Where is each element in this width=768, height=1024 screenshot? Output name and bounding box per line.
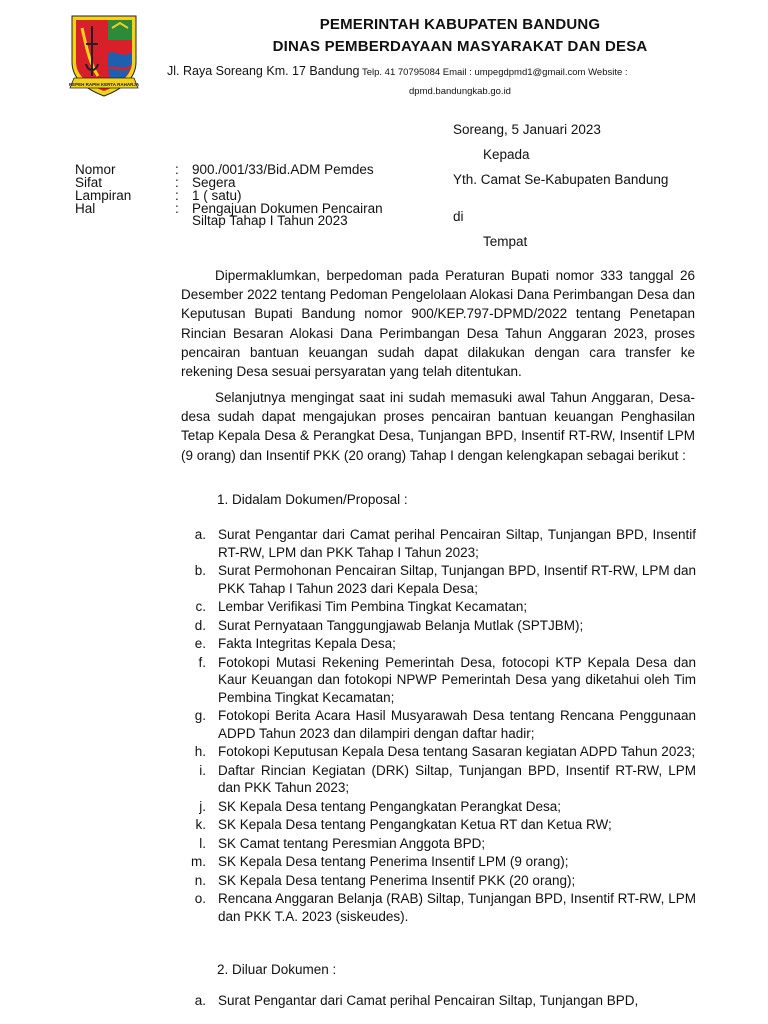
meta-value: 900./001/33/Bid.ADM Pemdes xyxy=(192,162,374,177)
letterhead-address: Jl. Raya Soreang Km. 17 Bandung xyxy=(167,64,360,78)
list-item: g. Fotokopi Berita Acara Hasil Musyarawah Desa tentang Rencana Penggunaan ADPD Tahun 2023 dan dilampiri dengan daftar hadir; xyxy=(194,708,696,741)
meta-value: Siltap Tahap I Tahun 2023 xyxy=(192,213,348,228)
list-item: j. SK Kepala Desa tentang Pengangkatan Perangkat Desa; xyxy=(199,798,561,814)
list-item: a. Surat Pengantar dari Camat perihal Pencairan Siltap, Tunjangan BPD, Insentif RT-RW, LPM dan PKK Tahap I Tahun 2023; xyxy=(194,527,696,560)
section-2-heading: 2. Diluar Dokumen : xyxy=(217,962,337,977)
meta-label: Hal xyxy=(75,201,96,216)
letterhead-contact: Telp. 41 70795084 Email : umpegdpmd1@gmail.com Website : xyxy=(359,67,628,78)
list-item: l. SK Camat tentang Peresmian Anggota BPD; xyxy=(199,835,486,851)
recipient-di: di xyxy=(453,209,464,224)
letterhead-website: dpmd.bandungkab.go.id xyxy=(409,86,511,97)
recipient-name: Yth. Camat Se-Kabupaten Bandung xyxy=(453,172,669,187)
meta-colon: : xyxy=(175,188,179,203)
list-item: h. Fotokopi Keputusan Kepala Desa tentang Sasaran kegiatan ADPD Tahun 2023; xyxy=(194,744,696,759)
list-item: c. Lembar Verifikasi Tim Pembina Tingkat Kecamatan; xyxy=(195,599,528,614)
list-item: o. Rencana Anggaran Belanja (RAB) Siltap, Tunjangan BPD, Insentif RT-RW, LPM dan PKK T.A. 2023 (siskeudes). xyxy=(194,891,696,924)
list-item: f. Fotokopi Mutasi Rekening Pemerintah Desa, fotocopi KTP Kepala Desa dan Kaur Keuangan dan fotokopi NPWP Pemerintah Desa yang diketahui oleh Tim Pembina Tingkat Kecamatan; xyxy=(198,654,696,705)
letter-date: Soreang, 5 Januari 2023 xyxy=(453,122,601,137)
meta-label: Nomor xyxy=(75,162,116,177)
list-item: d. Surat Pernyataan Tanggungjawab Belanja Mutlak (SPTJBM); xyxy=(194,617,584,633)
meta-label: Lampiran xyxy=(75,188,132,203)
paragraph-2 xyxy=(181,388,695,465)
logo-motto: REPEH RAPIH KERTA RAHARJA xyxy=(68,82,140,87)
recipient-tempat: Tempat xyxy=(483,234,528,249)
district-emblem-logo xyxy=(68,14,140,98)
letterhead-department: DINAS PEMBERDAYAAN MASYARAKAT DAN DESA xyxy=(272,38,648,55)
letterhead-government: PEMERINTAH KABUPATEN BANDUNG xyxy=(319,16,601,33)
paragraph-1-text: Dipermaklumkan, berpedoman pada Peraturan Bupati nomor 333 tanggal 26 Desember 2022 tentang Pedoman Pengelolaan Alokasi Dana Perimbangan Desa dan Keputusan Bupati Bandung nomor 900/KEP.797-DPMD/2022 tentang Penetapan Rincian Besaran Alokasi Dana Perimbangan Desa Tahun Anggaran 2023, proses pencairan bantuan keuangan sudah dapat dilakukan dengan cara transfer ke rekening Desa sesuai persyaratan yang telah ditentukan. xyxy=(181,268,695,380)
paragraph-1 xyxy=(181,266,695,381)
list-item: i. Daftar Rincian Kegiatan (DRK) Siltap, Tunjangan BPD, Insentif RT-RW, LPM dan PKK Tahun 2023; xyxy=(199,762,696,795)
section-2-list xyxy=(180,992,696,1011)
meta-value: Segera xyxy=(192,175,236,190)
list-item: k. SK Kepala Desa tentang Pengangkatan Ketua RT dan Ketua RW; xyxy=(195,817,612,832)
list-item: m. SK Kepala Desa tentang Penerima Insentif LPM (9 orang); xyxy=(191,854,569,869)
section-1-list xyxy=(180,526,696,926)
meta-colon: : xyxy=(175,201,179,216)
paragraph-2-text: Selanjutnya mengingat saat ini sudah memasuki awal Tahun Anggaran, Desa-desa sudah dapat mengajukan proses pencairan bantuan keuangan Penghasilan Tetap Kepala Desa & Perangkat Desa, Tunjangan BPD, Insentif RT-RW, Insentif LPM (9 orang) dan Insentif PKK (20 orang) Tahap I dengan kelengkapan sebagai berikut : xyxy=(181,390,695,463)
list-item: n. SK Kepala Desa tentang Penerima Insentif PKK (20 orang); xyxy=(194,872,576,888)
recipient-kepada: Kepada xyxy=(483,147,530,162)
list-item: e. Fakta Integritas Kepala Desa; xyxy=(194,636,396,651)
letterhead-address-line xyxy=(167,64,628,78)
list-item: b. Surat Permohonan Pencairan Siltap, Tunjangan BPD, Insentif RT-RW, LPM dan PKK Tahap I Tahun 2023 dari Kepala Desa; xyxy=(194,563,696,596)
section-1-heading: 1. Didalam Dokumen/Proposal : xyxy=(217,492,408,507)
meta-label: Sifat xyxy=(75,175,103,190)
list-item: a. Surat Pengantar dari Camat perihal Pencairan Siltap, Tunjangan BPD, xyxy=(194,993,639,1008)
meta-colon: : xyxy=(175,162,179,177)
meta-value: 1 ( satu) xyxy=(192,188,242,203)
meta-colon: : xyxy=(175,175,179,190)
meta-value: Pengajuan Dokumen Pencairan xyxy=(192,201,383,216)
